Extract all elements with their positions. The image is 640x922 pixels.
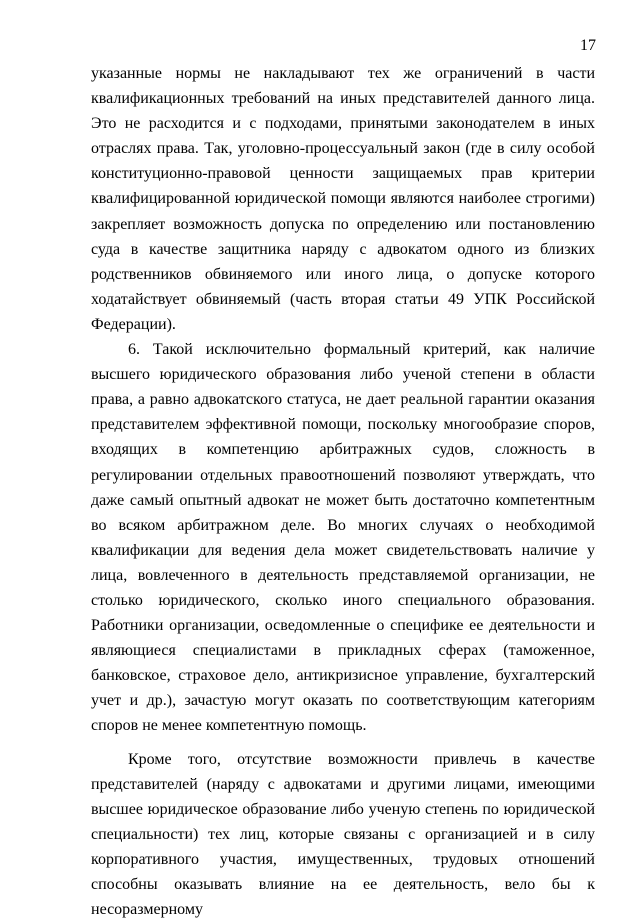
page-number: 17 — [580, 37, 596, 54]
document-body — [91, 61, 595, 922]
paragraph-item-6: 6. Такой исключительно формальный критерий, как наличие высшего юридического образования либо ученой степени в области права, а равно адвокатского статуса, не дает реальной гарантии оказания представителем эффективной помощи, поскольку многообразие споров, входящих в компетенцию арбитражных судов, сложность в регулировании отдельных правоотношений позволяют утверждать, что даже самый опытный адвокат не может быть достаточно компетентным во всяком арбитражном деле. Во многих случаях о необходимой квалификации для ведения дела может свидетельствовать наличие у лица, вовлеченного в деятельность представляемой организации, не столько юридического, сколько иного специального образования. Работники организации, осведомленные о специфике ее деятельности и являющиеся специалистами в прикладных сферах (таможенное, банковское, страховое дело, антикризисное управление, бухгалтерский учет и др.), зачастую могут оказать по соответствующим категориям споров не менее компетентную помощь. — [91, 341, 595, 735]
paragraph-moreover: Кроме того, отсутствие возможности привлечь в качестве представителей (наряду с адвокатами и другими лицами, имеющими высшее юридическое образование либо ученую степень по юридической специальности) тех лиц, которые связаны с организацией и в силу корпоративного участия, имущественных, трудовых отношений способны оказывать влияние на ее деятельность, вело бы к несоразмерному — [91, 750, 595, 919]
paragraph-continuation: указанные нормы не накладывают тех же ограничений в части квалификационных требований на иных представителей данного лица. Это не расходится и с подходами, принятыми законодателем в иных отраслях права. Так, уголовно-процессуальный закон (где в силу особой конституционно-правовой ценности защищаемых прав критерии квалифицированной юридической помощи являются наиболее строгими) закрепляет возможность допуска по определению или постановлению суда в качестве защитника наряду с адвокатом одного из близких родственников обвиняемого или иного лица, о допуске которого ходатайствует обвиняемый (часть вторая статьи 49 УПК Российской Федерации). — [91, 65, 595, 333]
